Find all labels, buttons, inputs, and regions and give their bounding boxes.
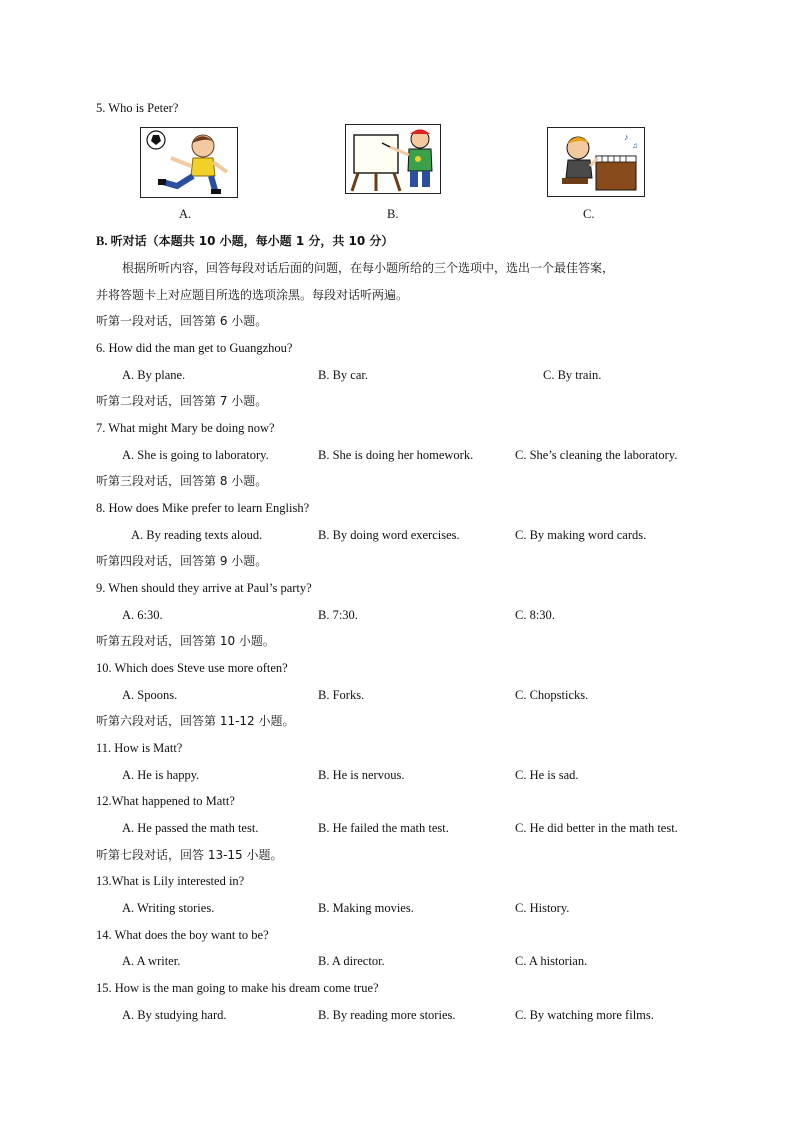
question-text: 14. What does the boy want to be? xyxy=(96,928,269,942)
option-c: C. A historian. xyxy=(515,954,588,968)
question-5: 5. Who is Peter? xyxy=(96,101,179,115)
instruction-line-1: 根据所听内容，回答每段对话后面的问题，在每小题所给的三个选项中，选出一个最佳答案， xyxy=(122,261,615,275)
option-c: C. Chopsticks. xyxy=(515,688,589,702)
option-c: C. By watching more films. xyxy=(515,1008,654,1022)
option-b: B. 7:30. xyxy=(318,608,358,622)
option-b: B. She is doing her homework. xyxy=(318,448,474,462)
option-a: A. By plane. xyxy=(122,368,186,382)
option-c: C. By train. xyxy=(543,368,602,382)
question-text: 15. How is the man going to make his dream come true? xyxy=(96,981,379,995)
section-instruction: 听第一段对话，回答第 6 小题。 xyxy=(96,314,268,328)
option-a: A. 6:30. xyxy=(122,608,163,622)
option-b: B. By car. xyxy=(318,368,368,382)
painter-boy-icon xyxy=(345,124,441,194)
option-c: C. By making word cards. xyxy=(515,528,647,542)
option-b: B. Forks. xyxy=(318,688,365,702)
option-label-c: C. xyxy=(583,207,595,221)
section-instruction: 听第七段对话，回答 13-15 小题。 xyxy=(96,848,283,862)
question-text: 7. What might Mary be doing now? xyxy=(96,421,275,435)
section-instruction: 听第五段对话，回答第 10 小题。 xyxy=(96,634,275,648)
section-instruction: 听第二段对话，回答第 7 小题。 xyxy=(96,394,268,408)
option-a: A. By reading texts aloud. xyxy=(131,528,263,542)
option-label-b: B. xyxy=(387,207,399,221)
section-b-heading xyxy=(96,233,393,249)
question-text: 12.What happened to Matt? xyxy=(96,794,235,808)
option-a: A. Writing stories. xyxy=(122,901,215,915)
option-c: C. He is sad. xyxy=(515,768,579,782)
option-a: A. A writer. xyxy=(122,954,181,968)
option-b: B. A director. xyxy=(318,954,385,968)
question-text: 11. How is Matt? xyxy=(96,741,183,755)
option-b: B. By reading more stories. xyxy=(318,1008,456,1022)
option-c: C. History. xyxy=(515,901,570,915)
option-label-a: A. xyxy=(179,207,192,221)
svg-text:♪: ♪ xyxy=(624,132,629,142)
option-b: B. He failed the math test. xyxy=(318,821,449,835)
svg-text:♫: ♫ xyxy=(632,141,638,150)
option-a: A. She is going to laboratory. xyxy=(122,448,269,462)
option-c: C. She’s cleaning the laboratory. xyxy=(515,448,678,462)
question-text: 9. When should they arrive at Paul’s party? xyxy=(96,581,312,595)
option-a: A. By studying hard. xyxy=(122,1008,227,1022)
piano-boy-icon xyxy=(547,127,645,197)
section-b-letter: B. xyxy=(96,234,108,248)
section-instruction: 听第六段对话，回答第 11-12 小题。 xyxy=(96,714,295,728)
question-text: 10. Which does Steve use more often? xyxy=(96,661,288,675)
option-b: B. He is nervous. xyxy=(318,768,405,782)
question-text: 8. How does Mike prefer to learn English? xyxy=(96,501,310,515)
option-b: B. By doing word exercises. xyxy=(318,528,460,542)
option-a: A. Spoons. xyxy=(122,688,178,702)
question-text: 13.What is Lily interested in? xyxy=(96,874,245,888)
question-text: 6. How did the man get to Guangzhou? xyxy=(96,341,293,355)
soccer-boy-icon xyxy=(140,127,238,198)
option-b: B. Making movies. xyxy=(318,901,414,915)
option-a: A. He passed the math test. xyxy=(122,821,259,835)
option-c: C. 8:30. xyxy=(515,608,555,622)
section-b-title: 听对话（本题共 10 小题，每小题 1 分，共 10 分） xyxy=(110,234,394,248)
instruction-line-2: 并将答题卡上对应题目所选的选项涂黑。每段对话听两遍。 xyxy=(96,288,409,302)
option-a: A. He is happy. xyxy=(122,768,200,782)
option-c: C. He did better in the math test. xyxy=(515,821,678,835)
section-instruction: 听第三段对话，回答第 8 小题。 xyxy=(96,474,268,488)
section-instruction: 听第四段对话，回答第 9 小题。 xyxy=(96,554,268,568)
